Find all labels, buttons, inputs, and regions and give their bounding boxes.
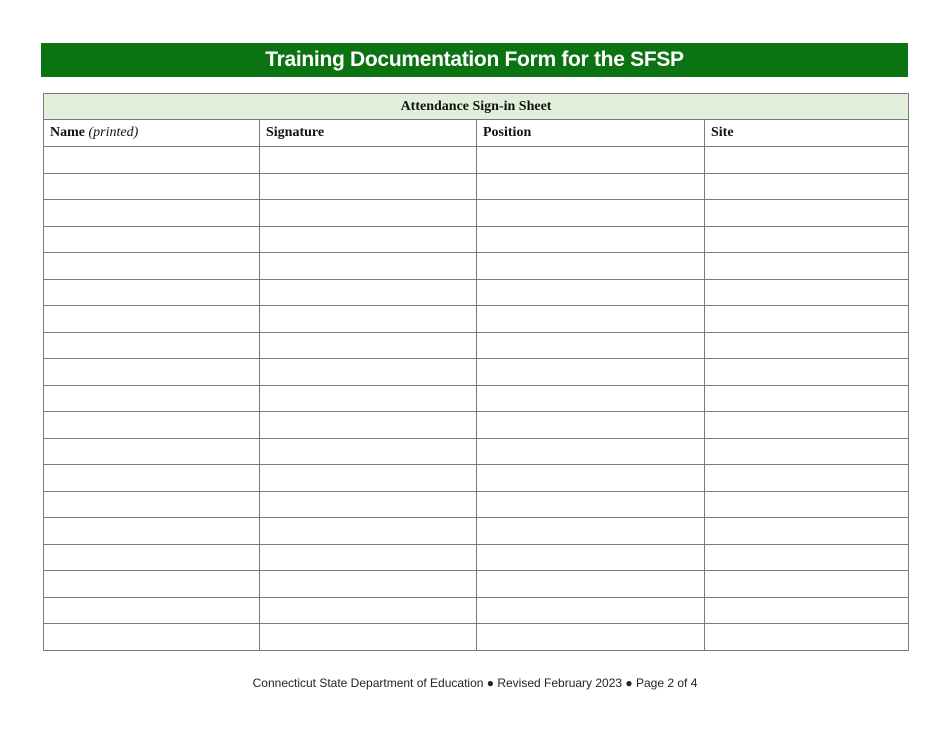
table-row <box>44 491 909 518</box>
table-row <box>44 173 909 200</box>
cell-site[interactable] <box>705 306 909 333</box>
cell-site[interactable] <box>705 438 909 465</box>
cell-name[interactable] <box>44 173 260 200</box>
cell-position[interactable] <box>477 412 705 439</box>
cell-site[interactable] <box>705 491 909 518</box>
cell-site[interactable] <box>705 571 909 598</box>
table-row <box>44 518 909 545</box>
cell-position[interactable] <box>477 147 705 174</box>
cell-name[interactable] <box>44 147 260 174</box>
cell-signature[interactable] <box>260 279 477 306</box>
column-header-name-note: (printed) <box>88 125 139 140</box>
cell-site[interactable] <box>705 597 909 624</box>
table-row <box>44 385 909 412</box>
cell-signature[interactable] <box>260 624 477 651</box>
table-row <box>44 624 909 651</box>
cell-position[interactable] <box>477 438 705 465</box>
cell-site[interactable] <box>705 253 909 280</box>
cell-name[interactable] <box>44 624 260 651</box>
cell-site[interactable] <box>705 332 909 359</box>
form-title-bar <box>41 43 908 77</box>
table-row <box>44 544 909 571</box>
cell-position[interactable] <box>477 226 705 253</box>
cell-name[interactable] <box>44 491 260 518</box>
cell-name[interactable] <box>44 332 260 359</box>
table-row <box>44 332 909 359</box>
cell-name[interactable] <box>44 279 260 306</box>
cell-name[interactable] <box>44 544 260 571</box>
cell-signature[interactable] <box>260 173 477 200</box>
table-row <box>44 438 909 465</box>
table-row <box>44 226 909 253</box>
cell-site[interactable] <box>705 385 909 412</box>
sign-in-rows <box>44 147 909 651</box>
cell-site[interactable] <box>705 147 909 174</box>
cell-signature[interactable] <box>260 571 477 598</box>
cell-site[interactable] <box>705 518 909 545</box>
table-row <box>44 412 909 439</box>
table-row <box>44 465 909 492</box>
cell-position[interactable] <box>477 359 705 386</box>
page-footer: Connecticut State Department of Education ● Revised February 2023 ● Page 2 of 4 <box>252 676 698 690</box>
cell-name[interactable] <box>44 306 260 333</box>
cell-signature[interactable] <box>260 518 477 545</box>
cell-site[interactable] <box>705 412 909 439</box>
table-row <box>44 200 909 227</box>
cell-signature[interactable] <box>260 200 477 227</box>
cell-position[interactable] <box>477 306 705 333</box>
form-title: Training Documentation Form for the SFSP <box>265 48 684 71</box>
cell-signature[interactable] <box>260 147 477 174</box>
cell-site[interactable] <box>705 359 909 386</box>
cell-site[interactable] <box>705 200 909 227</box>
cell-name[interactable] <box>44 571 260 598</box>
cell-position[interactable] <box>477 571 705 598</box>
cell-signature[interactable] <box>260 253 477 280</box>
cell-signature[interactable] <box>260 465 477 492</box>
cell-position[interactable] <box>477 518 705 545</box>
cell-position[interactable] <box>477 173 705 200</box>
cell-name[interactable] <box>44 597 260 624</box>
cell-site[interactable] <box>705 544 909 571</box>
cell-site[interactable] <box>705 624 909 651</box>
cell-signature[interactable] <box>260 438 477 465</box>
cell-name[interactable] <box>44 385 260 412</box>
cell-position[interactable] <box>477 491 705 518</box>
table-row <box>44 279 909 306</box>
table-row <box>44 597 909 624</box>
cell-name[interactable] <box>44 200 260 227</box>
column-header-name-label: Name <box>50 125 85 140</box>
table-row <box>44 253 909 280</box>
cell-signature[interactable] <box>260 385 477 412</box>
cell-name[interactable] <box>44 359 260 386</box>
cell-name[interactable] <box>44 226 260 253</box>
cell-signature[interactable] <box>260 332 477 359</box>
column-header-site: Site <box>705 120 909 147</box>
cell-site[interactable] <box>705 279 909 306</box>
cell-signature[interactable] <box>260 491 477 518</box>
cell-position[interactable] <box>477 200 705 227</box>
cell-position[interactable] <box>477 624 705 651</box>
cell-name[interactable] <box>44 465 260 492</box>
cell-name[interactable] <box>44 518 260 545</box>
cell-position[interactable] <box>477 385 705 412</box>
cell-signature[interactable] <box>260 412 477 439</box>
cell-name[interactable] <box>44 412 260 439</box>
sheet-caption: Attendance Sign-in Sheet <box>44 94 909 120</box>
cell-position[interactable] <box>477 253 705 280</box>
attendance-sign-in-table <box>43 93 909 651</box>
column-header-name <box>44 120 260 147</box>
table-row <box>44 147 909 174</box>
cell-position[interactable] <box>477 544 705 571</box>
cell-signature[interactable] <box>260 597 477 624</box>
cell-position[interactable] <box>477 465 705 492</box>
table-row <box>44 306 909 333</box>
cell-signature[interactable] <box>260 544 477 571</box>
cell-site[interactable] <box>705 465 909 492</box>
cell-site[interactable] <box>705 173 909 200</box>
cell-position[interactable] <box>477 597 705 624</box>
table-row <box>44 571 909 598</box>
cell-name[interactable] <box>44 438 260 465</box>
table-row <box>44 359 909 386</box>
cell-position[interactable] <box>477 279 705 306</box>
cell-site[interactable] <box>705 226 909 253</box>
cell-signature[interactable] <box>260 359 477 386</box>
cell-name[interactable] <box>44 253 260 280</box>
column-header-position: Position <box>477 120 705 147</box>
column-header-signature: Signature <box>260 120 477 147</box>
cell-signature[interactable] <box>260 226 477 253</box>
cell-signature[interactable] <box>260 306 477 333</box>
cell-position[interactable] <box>477 332 705 359</box>
